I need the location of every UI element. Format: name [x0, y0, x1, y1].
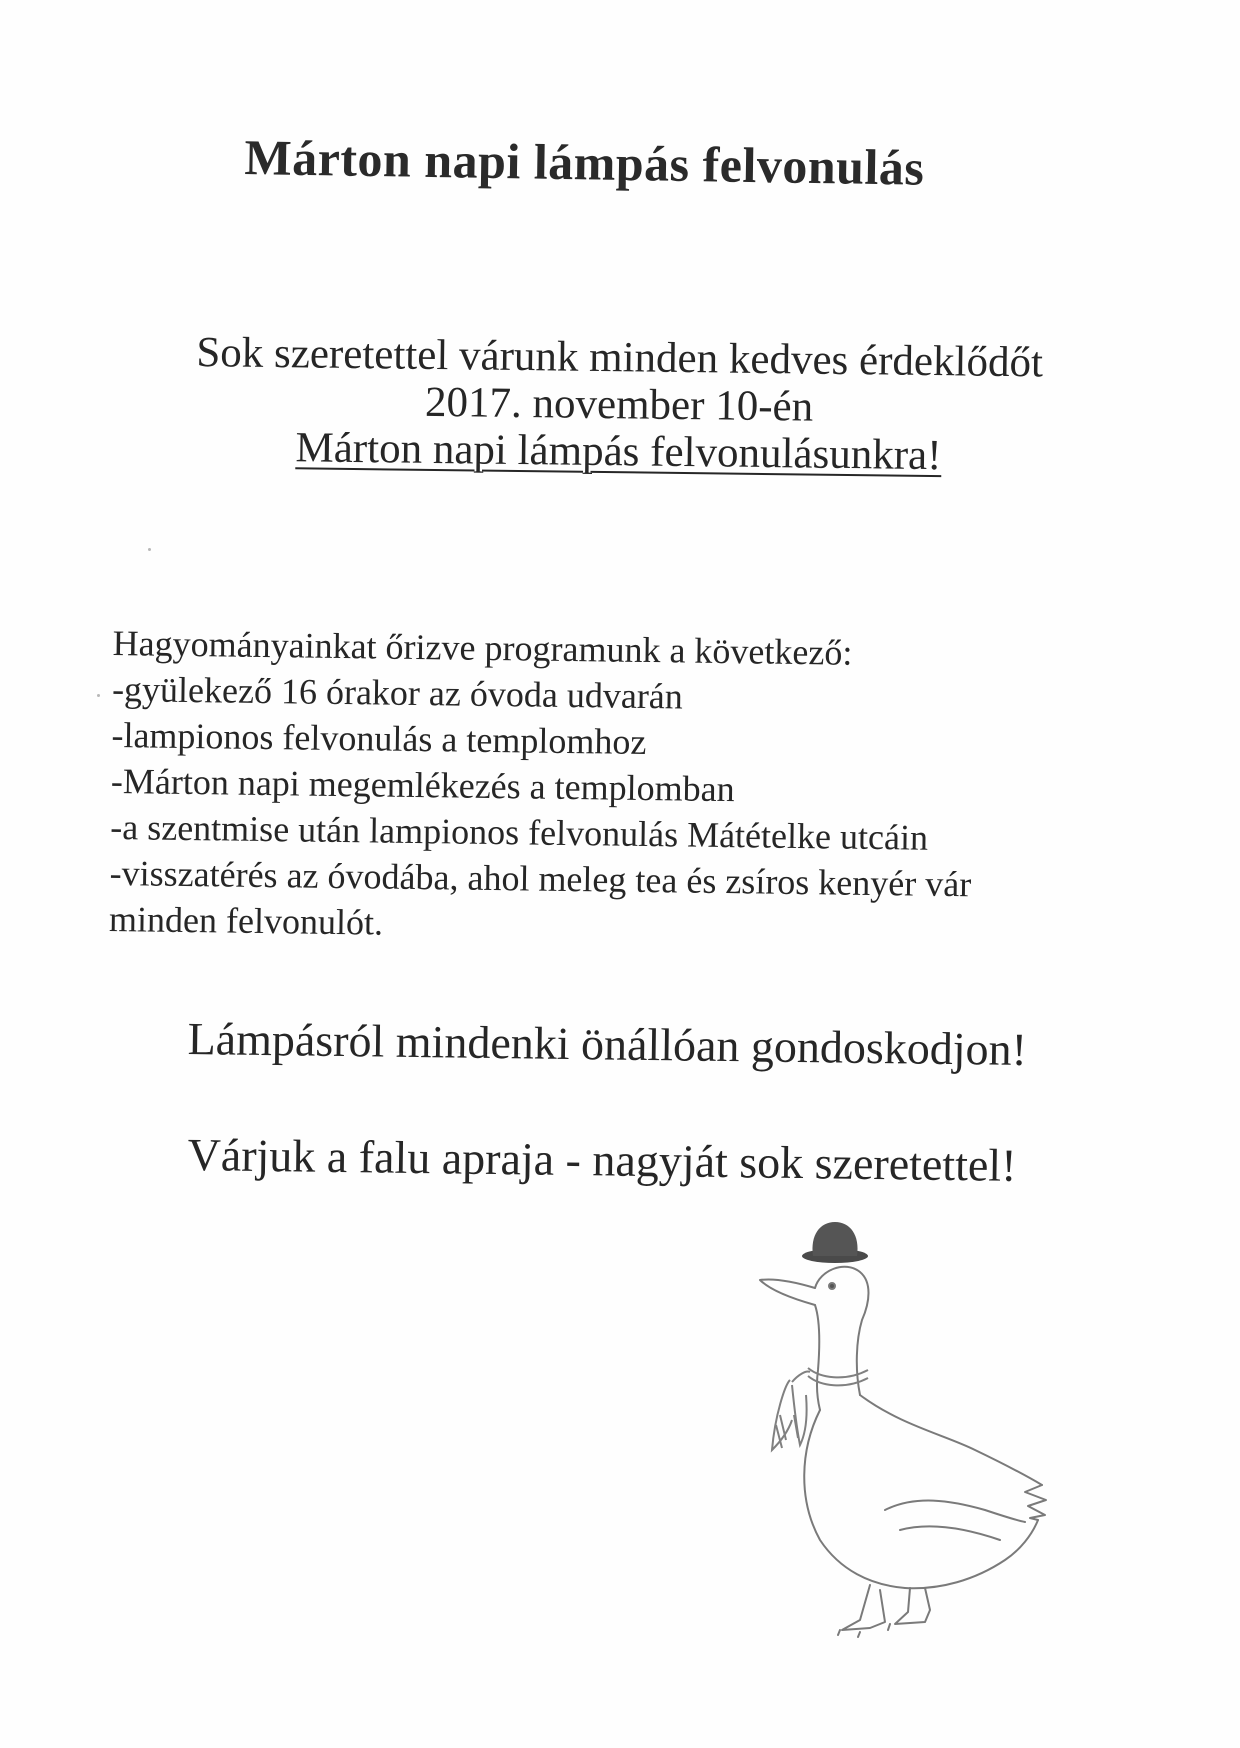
invitation-block: [108, 328, 1130, 481]
program-item: -gyülekező 16 órakor az óvoda udvarán: [111, 668, 684, 717]
program-item: -lampionos felvonulás a templomhoz: [111, 714, 647, 762]
program-item: minden felvonulót.: [108, 898, 384, 943]
bowler-hat-icon: [802, 1222, 868, 1263]
goose-illustration: [720, 1210, 1080, 1640]
scan-speck: [97, 694, 100, 697]
welcome-note: Várjuk a falu apraja - nagyját sok szeretettel!: [187, 1128, 1017, 1191]
page-title: Márton napi lámpás felvonulás: [244, 128, 925, 196]
program-item: -visszatérés az óvodába, ahol meleg tea és zsíros kenyér vár: [109, 852, 972, 905]
invitation-date: 2017. november 10-én: [424, 378, 814, 431]
program-block: [109, 620, 1123, 955]
program-intro: Hagyományainkat őrizve programunk a következő:: [112, 622, 853, 673]
lantern-note: Lámpásról mindenki önállóan gondoskodjon!: [187, 1012, 1028, 1075]
program-item: -Márton napi megemlékezés a templomban: [110, 760, 735, 810]
invitation-line: Sok szeretettel várunk minden kedves érdeklődőt: [196, 329, 1044, 387]
program-item: -a szentmise után lampionos felvonulás Mátételke utcáin: [110, 806, 929, 858]
scan-speck: [148, 548, 151, 551]
invitation-event-text: Márton napi lámpás felvonulásunkra!: [295, 424, 942, 480]
